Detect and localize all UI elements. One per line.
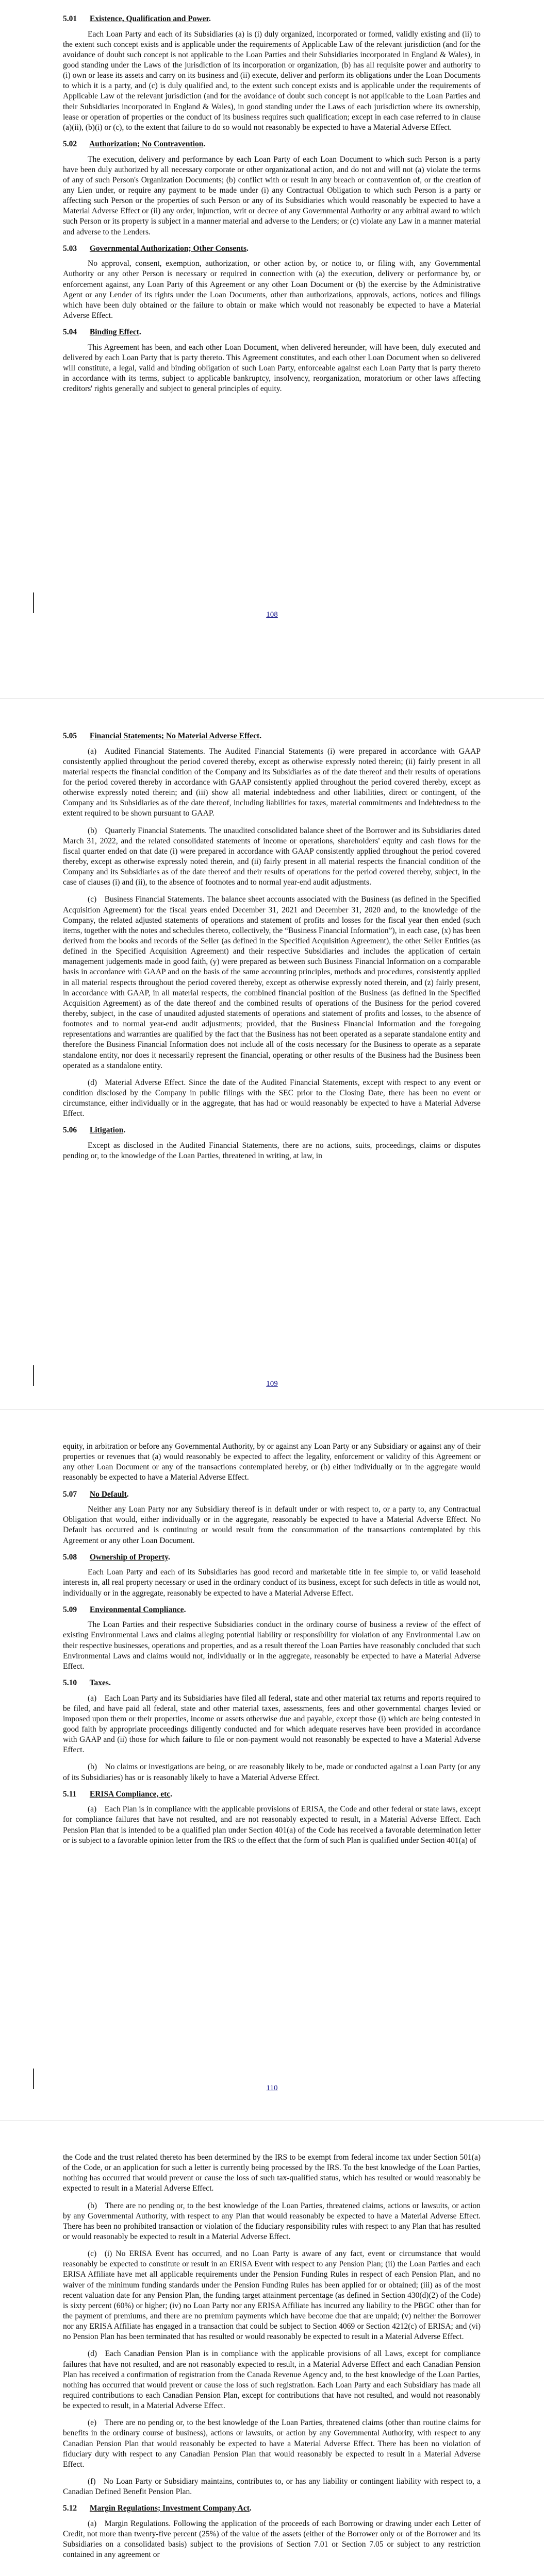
paragraph: (a) Each Plan is in compliance with the applicable provisions of ERISA, the Code and other federal or state laws, except for compliance failures that have not resulted, and are not reasonably expected to result, in a Material Adverse Effect. Each Pension Plan that is intended to be a qualified plan under Section 401(a) of the Code has received a favorable determination letter or is subject to a favorable opinion letter from the IRS to the effect that the form of such Plan is qualified under Section 401(a) of — [63, 1805, 481, 1845]
paragraph: (c) (i) No ERISA Event has occurred, and no Loan Party is aware of any fact, event or circumstance that would reasonably be expected to constitute or result in an ERISA Event with respect to any Pension Plan; (ii) the Loan Parties and each ERISA Affiliate have met all applicable requirements under the Pension Funding Rules in respect of each Pension Plan, and no waiver of the minimum funding standards under the Pension Funding Rules has been applied for or obtained; (iii) as of the most recent valuation date for any Pension Plan, the funding target attainment percentage (as defined in Section 430(d)(2) of the Code) is sixty percent (60%) or higher; (iv) no Loan Party nor any ERISA Affiliate has incurred any liability to the PBGC other than for the payment of premiums, and there are no premium payments which have become due that are unpaid; (v) neither the Borrower nor any ERISA Affiliate has engaged in a transaction that could be subject to Section 4069 or Section 4212(c) of ERISA; and (vi) no Pension Plan has been terminated that has resulted or would reasonably be expected to result in a Material Adverse Effect. — [63, 2249, 481, 2342]
page-110 — [0, 1422, 544, 2107]
paragraph: (e) There are no pending or, to the best knowledge of the Loan Parties, threatened claims (other than routine claims for benefits in the ordinary course of business), actions or lawsuits, or action by any Governmental Authority, with respect to any Canadian Pension Plan that would reasonably be expected to have a Material Adverse Effect. There has been no violation of fiduciary duty with respect to any Canadian Pension Plan that would reasonably be expected to result in a Material Adverse Effect. — [63, 2418, 481, 2469]
section-heading-5-12: 5.12 Margin Regulations; Investment Company Act. — [63, 2504, 252, 2513]
paragraph: (d) Material Adverse Effect. Since the date of the Audited Financial Statements, except with respect to any event or condition disclosed by the Company in public filings with the SEC prior to the Closing Date, there has been no event or circumstance, either individually or in the aggregate, that has had or would reasonably be expected to have a Material Adverse Effect. — [63, 1078, 481, 1118]
paragraph: (b) Quarterly Financial Statements. The unaudited consolidated balance sheet of the Borrower and its Subsidiaries dated March 31, 2022, and the related consolidated statements of income or operations, shareholders' equity and cash flows for the fiscal quarter ended on that date (i) were prepared in accordance with GAAP consistently applied throughout the period covered thereby, except as otherwise expressly noted therein, and (ii) fairly present in all material respects the financial condition of the Company and its Subsidiaries as of the date thereof and their results of operations for the period covered thereby, subject, in the case of clauses (i) and (ii), to the absence of footnotes and to normal year-end audit adjustments. — [63, 826, 481, 887]
section-heading-5-03: 5.03 Governmental Authorization; Other Consents. — [63, 244, 249, 253]
page-number[interactable]: 109 — [266, 1380, 278, 1388]
paragraph: (a) Audited Financial Statements. The Audited Financial Statements (i) were prepared in accordance with GAAP consistently applied throughout the period covered thereby, except as otherwise expressly noted therein; (ii) fairly present in all material respects the financial condition of the Company and its Subsidiaries as of the date thereof and their results of operations for the period covered thereby in accordance with GAAP consistently applied throughout the period covered thereby, except as otherwise expressly noted therein; and (iii) show all material indebtedness and other liabilities, direct or contingent, of the Company and its Subsidiaries as of the date thereof, including liabilities for taxes, material commitments and Indebtedness to the extent required to be shown pursuant to GAAP. — [63, 747, 481, 818]
page-divider — [0, 2120, 544, 2121]
paragraph: This Agreement has been, and each other Loan Document, when delivered hereunder, will have been, duly executed and delivered by each Loan Party that is party thereto. This Agreement constitutes, and each other Loan Document when so delivered will constitute, a legal, valid and binding obligation of such Loan Party, enforceable against each Loan Party that is party thereto in accordance with its terms, subject to applicable bankruptcy, insolvency, reorganization, moratorium or other laws affecting creditors' rights generally and subject to general principles of equity. — [63, 343, 481, 394]
section-heading-5-07: 5.07 No Default. — [63, 1489, 129, 1499]
section-heading-5-02: 5.02 Authorization; No Contravention. — [63, 140, 206, 148]
section-heading-5-06: 5.06 Litigation. — [63, 1126, 126, 1135]
paragraph: (a) Each Loan Party and its Subsidiaries have filed all federal, state and other material tax returns and reports required to be filed, and have paid all federal, state and other material taxes, assessments, fees and other governmental charges levied or imposed upon them or their properties, income or assets otherwise due and payable, except those (i) which are being contested in good faith by appropriate proceedings diligently conducted and for which adequate reserves have been provided in accordance with GAAP and (ii) those for which failure to file or non-payment would not reasonably be expected to have a Material Adverse Effect. — [63, 1693, 481, 1755]
page-content — [63, 2153, 481, 2567]
paragraph: (f) No Loan Party or Subsidiary maintains, contributes to, or has any liability or contingent liability with respect to, a Canadian Defined Benefit Pension Plan. — [63, 2477, 481, 2497]
paragraph: No approval, consent, exemption, authorization, or other action by, or notice to, or filing with, any Governmental Authority or any other Person is necessary or required in connection with (a) the execution, delivery or performance by, or enforcement against, any Loan Party of this Agreement or any other Loan Document or (b) the exercise by the Administrative Agent or any Lender of its rights under the Loan Documents, other than authorizations, approvals, actions, notices and filings which have been duly obtained or the failure to obtain or make which would not reasonably be expected to have a Material Adverse Effect. — [63, 259, 481, 320]
paragraph: (c) Business Financial Statements. The balance sheet accounts associated with the Business (as defined in the Specified Acquisition Agreement) for the fiscal years ended December 31, 2021 and December 31, 2020 and, to the knowledge of the Company, the related adjusted statements of operations and statement of profits and losses for the fiscal year then ended (such items, together with the notes and schedules thereto, collectively, the “Business Financial Information”), in each case, (x) has been derived from the books and records of the Seller (as defined in the Specified Acquisition Agreement), the other Seller Entities (as defined in the Specified Acquisition Agreement) and their respective Subsidiaries and includes the application of certain management judgements made in good faith, (y) were prepared as between such Business Financial Information on a comparable basis in accordance with GAAP and on the basis of the same accounting principles, methods and procedures, consistently applied in all material respects throughout the period covered thereby, except as otherwise expressly noted therein, and (z) fairly present, in accordance with GAAP, in all material respects, the combined financial position of the Business (as defined in the Specified Acquisition Agreement) as of the date thereof and the combined results of operations of the Business for the period covered thereby, subject, in the case of unaudited adjusted statements of operations and statement of profits and losses, to the absence of footnotes and to normal year-end audit adjustments; provided, that the Business Financial Information and the foregoing representations and warranties are qualified by the fact that the Business has not been operated as a separate standalone entity and therefore the Business Financial Information does not include all of the costs necessary for the Business to operate as a separate standalone entity, nor does it necessarily represent the financial, operating or other results of the Business had the Business been operated as a standalone entity. — [63, 895, 481, 1070]
paragraph: Each Loan Party and each of its Subsidiaries has good record and marketable title in fee simple to, or valid leasehold interests in, all real property necessary or used in the ordinary conduct of its business, except for such defects in title as would not, individually or in the aggregate, reasonably be expected to have a Material Adverse Effect. — [63, 1568, 481, 1598]
page-108 — [0, 0, 544, 685]
page-109 — [0, 711, 544, 1396]
paragraph: (d) Each Canadian Pension Plan is in compliance with the applicable provisions of all Laws, except for compliance failures that have not resulted, and are not reasonably expected to result, in a Material Adverse Effect and each Canadian Pension Plan has received a confirmation of registration from the Canada Revenue Agency and, to the best knowledge of the Loan Parties, nothing has occurred that would prevent or cause the loss of such registration. Each Loan Party and each Subsidiary has made all required contributions to each Canadian Pension Plan, except for contributions that have not resulted, and would not reasonably be expected to result, in a Material Adverse Effect. — [63, 2349, 481, 2411]
paragraph: (b) No claims or investigations are being, or are reasonably likely to be, made or conducted against a Loan Party (or any of its Subsidiaries) has or is reasonably likely to have a Material Adverse Effect. — [63, 1762, 481, 1782]
paragraph: (b) There are no pending or, to the best knowledge of the Loan Parties, threatened claims, actions or lawsuits, or action by any Governmental Authority, with respect to any Plan that would reasonably be expected to have a Material Adverse Effect. There has been no prohibited transaction or violation of the fiduciary responsibility rules with respect to any Plan that has resulted or would reasonably be expected to result in a Material Adverse Effect. — [63, 2201, 481, 2241]
section-heading-5-09: 5.09 Environmental Compliance. — [63, 1605, 186, 1614]
page-divider — [0, 698, 544, 699]
section-heading-5-04: 5.04 Binding Effect. — [63, 328, 141, 337]
page-111 — [0, 2133, 544, 2576]
paragraph: the Code and the trust related thereto has been determined by the IRS to be exempt from federal income tax under Section 501(a) of the Code, or an application for such a letter is currently being processed by the IRS. To the best knowledge of the Loan Parties, nothing has occurred that would prevent or cause the loss of such tax-qualified status, which has resulted or would reasonably be expected to result in a Material Adverse Effect. — [63, 2153, 481, 2193]
page-divider — [0, 1409, 544, 1410]
paragraph: (a) Margin Regulations. Following the application of the proceeds of each Borrowing or drawing under each Letter of Credit, not more than twenty-five percent (25%) of the value of the assets (either of the Borrower only or of the Borrower and its Subsidiaries on a consolidated basis) subject to the provisions of Section 7.01 or Section 7.05 or subject to any restriction contained in any agreement or — [63, 2519, 481, 2560]
section-heading-5-11: 5.11 ERISA Compliance, etc. — [63, 1789, 173, 1799]
page-number[interactable]: 110 — [266, 2084, 278, 2092]
paragraph: The Loan Parties and their respective Subsidiaries conduct in the ordinary course of business a review of the effect of existing Environmental Laws and claims alleging potential liability or responsibility for violation of any Environmental Law on their respective businesses, operations and properties, and as a result thereof the Loan Parties have reasonably concluded that such Environmental Laws and claims would not, individually or in the aggregate, reasonably be expected to have a Material Adverse Effect. — [63, 1620, 481, 1671]
section-heading-5-05: 5.05 Financial Statements; No Material Adverse Effect. — [63, 732, 262, 740]
paragraph: Except as disclosed in the Audited Financial Statements, there are no actions, suits, proceedings, claims or disputes pending or, to the knowledge of the Loan Parties, threatened in writing, at law, in — [63, 1141, 481, 1161]
section-heading-5-08: 5.08 Ownership of Property. — [63, 1552, 170, 1562]
section-heading-5-10: 5.10 Taxes. — [63, 1679, 111, 1688]
paragraph: Each Loan Party and each of its Subsidiaries (a) is (i) duly organized, incorporated or formed, validly existing and (ii) to the extent such concept exists and is applicable under the requirements of Applicable Law of the relevant jurisdiction (and for the avoidance of doubt such concept is not applicable to the Loan Parties and their Subsidiaries incorporated in England & Wales), in good standing under the Laws of the jurisdiction of its incorporation or organization, (b) has all requisite power and authority to (i) own or lease its assets and carry on its business and (ii) execute, deliver and perform its obligations under the Loan Documents to which it is a party, and (c) is duly qualified and, to the extent such concept exists and is applicable under the requirements of Applicable Law of the relevant jurisdiction (and for the avoidance of doubt such concept is not applicable to the Loan Parties and their Subsidiaries incorporated in England & Wales), in good standing under the Laws of each jurisdiction where its ownership, lease or operation of properties or the conduct of its business requires such qualification; except in each case referred to in clause (a)(ii), (b)(i) or (c), to the extent that failure to do so would not reasonably be expected to have a Material Adverse Effect. — [63, 29, 481, 132]
section-heading-5-01: 5.01 Existence, Qualification and Power. — [63, 14, 211, 23]
page-number[interactable]: 108 — [266, 611, 278, 619]
page-content — [63, 14, 481, 401]
paragraph: equity, in arbitration or before any Governmental Authority, by or against any Loan Party or any Subsidiary or against any of their properties or revenues that (a) would reasonably be expected to affect the legality, enforcement or validity of this Agreement or any other Loan Document or any of the transactions contemplated hereby, or (b) either individually or in the aggregate would reasonably be expected to have a Material Adverse Effect. — [63, 1442, 481, 1482]
paragraph: Neither any Loan Party nor any Subsidiary thereof is in default under or with respect to, or a party to, any Contractual Obligation that would, either individually or in the aggregate, reasonably be expected to have a Material Adverse Effect. No Default has occurred and is continuing or would result from the consummation of the transactions contemplated by this Agreement or any other Loan Document. — [63, 1505, 481, 1545]
change-bar — [33, 592, 34, 613]
paragraph: The execution, delivery and performance by each Loan Party of each Loan Document to which such Person is a party have been duly authorized by all necessary corporate or other organizational action, and do not and will not (a) violate the terms of any of such Person's Organization Documents; (b) conflict with or result in any breach or contravention of, or the creation of any Lien under, or require any payment to be made under (i) any Contractual Obligation to which such Person is a party or affecting such Person or the properties of such Person or any of its Subsidiaries which would reasonably be expected to have a Material Adverse Effect or (ii) any order, injunction, writ or decree of any Governmental Authority or any arbitral award to which such Person or its property is subject in a manner material and adverse to the Lenders; or (c) violate any Law in a manner material and adverse to the Lenders. — [63, 155, 481, 236]
page-content — [63, 1442, 481, 1853]
page-content — [63, 732, 481, 1168]
